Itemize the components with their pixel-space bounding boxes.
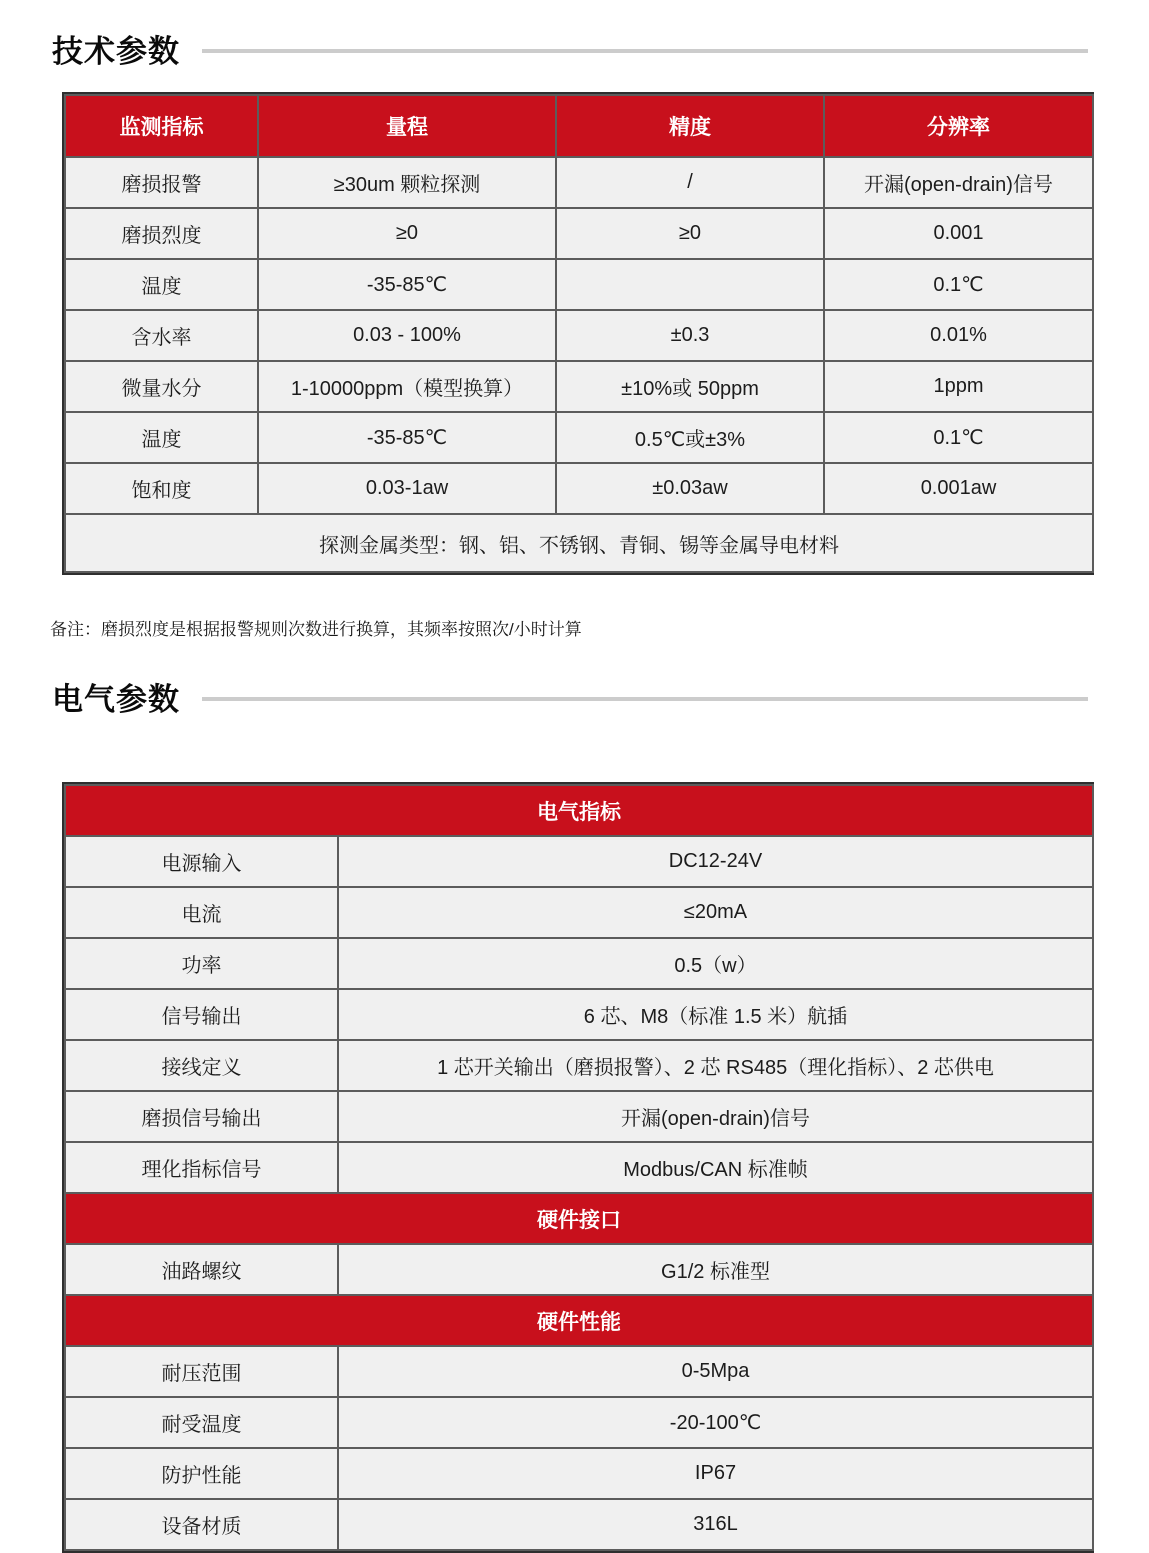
group-header-row — [65, 1295, 1093, 1346]
table-row — [65, 1244, 1093, 1295]
table-row — [65, 1040, 1093, 1091]
group-header-row — [65, 785, 1093, 836]
group-header-cell: 硬件性能 — [65, 1295, 1093, 1346]
precision-cell: / — [556, 157, 824, 208]
table-row — [65, 1448, 1093, 1499]
title-divider-line — [202, 49, 1088, 53]
table-footer-row — [65, 514, 1093, 572]
table-row — [65, 259, 1093, 310]
resolution-cell: 开漏(open-drain)信号 — [824, 157, 1093, 208]
table-row — [65, 989, 1093, 1040]
value-cell: DC12-24V — [338, 836, 1093, 887]
tech-params-table-wrap — [62, 92, 1094, 575]
param-cell: 油路螺纹 — [65, 1244, 338, 1295]
precision-cell: 0.5℃或±3% — [556, 412, 824, 463]
indicator-cell: 饱和度 — [65, 463, 258, 514]
tech-params-table — [64, 94, 1094, 573]
value-cell: G1/2 标准型 — [338, 1244, 1093, 1295]
table-row — [65, 361, 1093, 412]
precision-cell: ≥0 — [556, 208, 824, 259]
param-cell: 理化指标信号 — [65, 1142, 338, 1193]
precision-cell: ±0.3 — [556, 310, 824, 361]
title-divider-line — [202, 697, 1088, 701]
param-cell: 电源输入 — [65, 836, 338, 887]
value-cell: IP67 — [338, 1448, 1093, 1499]
value-cell: -20-100℃ — [338, 1397, 1093, 1448]
resolution-cell: 0.001aw — [824, 463, 1093, 514]
note-text: 备注：磨损烈度是根据报警规则次数进行换算，其频率按照次/小时计算 — [50, 620, 582, 639]
value-cell: Modbus/CAN 标准帧 — [338, 1142, 1093, 1193]
table-row — [65, 157, 1093, 208]
indicator-cell: 温度 — [65, 412, 258, 463]
table-row — [65, 1091, 1093, 1142]
precision-cell: ±0.03aw — [556, 463, 824, 514]
column-header: 精度 — [556, 95, 824, 157]
indicator-cell: 微量水分 — [65, 361, 258, 412]
table-row — [65, 412, 1093, 463]
range-cell: 0.03-1aw — [258, 463, 556, 514]
table-row — [65, 1499, 1093, 1550]
value-cell: ≤20mA — [338, 887, 1093, 938]
range-cell: -35-85℃ — [258, 259, 556, 310]
resolution-cell: 0.001 — [824, 208, 1093, 259]
resolution-cell: 1ppm — [824, 361, 1093, 412]
table-row — [65, 208, 1093, 259]
table-row — [65, 836, 1093, 887]
column-header: 分辨率 — [824, 95, 1093, 157]
param-cell: 电流 — [65, 887, 338, 938]
precision-cell: ±10%或 50ppm — [556, 361, 824, 412]
param-cell: 磨损信号输出 — [65, 1091, 338, 1142]
table-row — [65, 463, 1093, 514]
table-row — [65, 1346, 1093, 1397]
indicator-cell: 温度 — [65, 259, 258, 310]
param-cell: 设备材质 — [65, 1499, 338, 1550]
param-cell: 防护性能 — [65, 1448, 338, 1499]
column-header: 量程 — [258, 95, 556, 157]
indicator-cell: 含水率 — [65, 310, 258, 361]
indicator-cell: 磨损报警 — [65, 157, 258, 208]
param-cell: 功率 — [65, 938, 338, 989]
value-cell: 0.5（w） — [338, 938, 1093, 989]
value-cell: 开漏(open-drain)信号 — [338, 1091, 1093, 1142]
header-row — [65, 95, 1093, 157]
electrical-params-table — [64, 784, 1094, 1551]
electrical-section-title: 电气参数 — [52, 681, 180, 717]
metal-types-cell: 探测金属类型：钢、铝、不锈钢、青铜、锡等金属导电材料 — [65, 514, 1093, 572]
range-cell: ≥0 — [258, 208, 556, 259]
range-cell: 0.03 - 100% — [258, 310, 556, 361]
resolution-cell: 0.1℃ — [824, 259, 1093, 310]
value-cell: 6 芯、M8（标准 1.5 米）航插 — [338, 989, 1093, 1040]
value-cell: 316L — [338, 1499, 1093, 1550]
table-row — [65, 887, 1093, 938]
value-cell: 1 芯开关输出（磨损报警）、2 芯 RS485（理化指标）、2 芯供电 — [338, 1040, 1093, 1091]
electrical-section-header — [52, 674, 1088, 718]
column-header: 监测指标 — [65, 95, 258, 157]
range-cell: ≥30um 颗粒探测 — [258, 157, 556, 208]
param-cell: 接线定义 — [65, 1040, 338, 1091]
tech-section-header — [52, 26, 1088, 70]
table-row — [65, 938, 1093, 989]
resolution-cell: 0.01% — [824, 310, 1093, 361]
table-row — [65, 310, 1093, 361]
table-row — [65, 1397, 1093, 1448]
param-cell: 耐压范围 — [65, 1346, 338, 1397]
group-header-cell: 硬件接口 — [65, 1193, 1093, 1244]
range-cell: 1-10000ppm（模型换算） — [258, 361, 556, 412]
range-cell: -35-85℃ — [258, 412, 556, 463]
tech-section-title: 技术参数 — [52, 33, 180, 69]
param-cell: 信号输出 — [65, 989, 338, 1040]
indicator-cell: 磨损烈度 — [65, 208, 258, 259]
precision-cell — [556, 259, 824, 310]
table-row — [65, 1142, 1093, 1193]
group-header-row — [65, 1193, 1093, 1244]
electrical-params-table-wrap — [62, 782, 1094, 1553]
value-cell: 0-5Mpa — [338, 1346, 1093, 1397]
group-header-cell: 电气指标 — [65, 785, 1093, 836]
param-cell: 耐受温度 — [65, 1397, 338, 1448]
resolution-cell: 0.1℃ — [824, 412, 1093, 463]
